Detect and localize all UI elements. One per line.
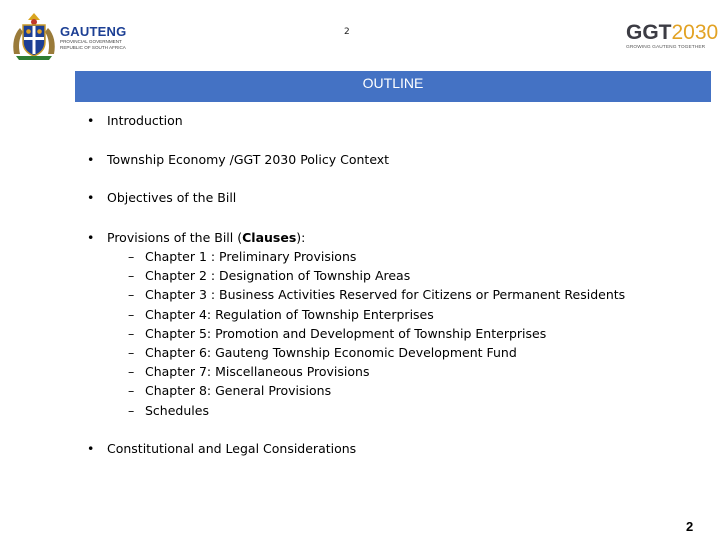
list-item-text: Chapter 1 : Preliminary Provisions [145,249,357,264]
gauteng-subtitle-line1: PROVINCIAL GOVERNMENT [60,39,122,44]
title-bar [75,71,711,102]
page-number-top: 2 [344,27,350,37]
list-item-text: Chapter 4: Regulation of Township Enterprises [145,306,434,322]
gauteng-name: GAUTENG [60,24,127,39]
dash-marker: – [128,383,135,399]
bullet-marker: • [87,230,95,245]
dash-marker: – [128,287,135,303]
ggt-mark-part2: 2030 [671,21,719,44]
coat-of-arms-icon [8,10,60,62]
gauteng-subtitle-line2: REPUBLIC OF SOUTH AFRICA [60,44,126,50]
dash-marker: – [128,344,135,360]
bullet-marker: • [87,441,95,456]
list-item-text: Chapter 6: Gauteng Township Economic Development Fund [145,344,517,360]
dash-marker: – [128,249,135,264]
bullet-text [107,230,305,246]
dash-marker: – [128,325,135,341]
bullet-marker: • [87,190,95,205]
list-item-text: Chapter 3 : Business Activities Reserved for Citizens or Permanent Residents [145,287,626,303]
ggt2030-logo [626,21,719,58]
slide-title: OUTLINE [362,75,424,91]
gauteng-logo [8,10,127,62]
list-item-text: Chapter 5: Promotion and Development of Township Enterprises [145,325,547,341]
dash-marker: – [128,364,135,380]
dash-marker: – [128,306,135,322]
list-item-text: Chapter 8: General Provisions [145,383,332,399]
page-number-bottom: 2 [686,519,694,534]
bullet-marker: • [87,113,95,128]
bullet-text-bold: Clauses [242,230,297,245]
gauteng-wordmark [60,25,126,50]
bullet-text: Constitutional and Legal Considerations [107,441,357,456]
ggt2030-mark [626,21,719,44]
list-item-text: Chapter 2 : Designation of Township Areas [145,268,411,284]
dash-marker: – [128,268,135,284]
bullet-marker: • [87,152,95,167]
dash-marker: – [128,402,135,418]
bullet-text: Introduction [107,113,183,128]
bullet-text: Objectives of the Bill [107,190,237,205]
list-item-text: Schedules [145,402,209,418]
list-item-text: Chapter 7: Miscellaneous Provisions [145,364,370,380]
bullet-text-after: ): [296,230,306,245]
ggt2030-tagline: GROWING GAUTENG TOGETHER [626,45,706,50]
ggt-mark-part1: GGT [626,21,672,44]
bullet-text: Township Economy /GGT 2030 Policy Context [107,152,390,167]
bullet-text-before: Provisions of the Bill ( [107,230,243,245]
